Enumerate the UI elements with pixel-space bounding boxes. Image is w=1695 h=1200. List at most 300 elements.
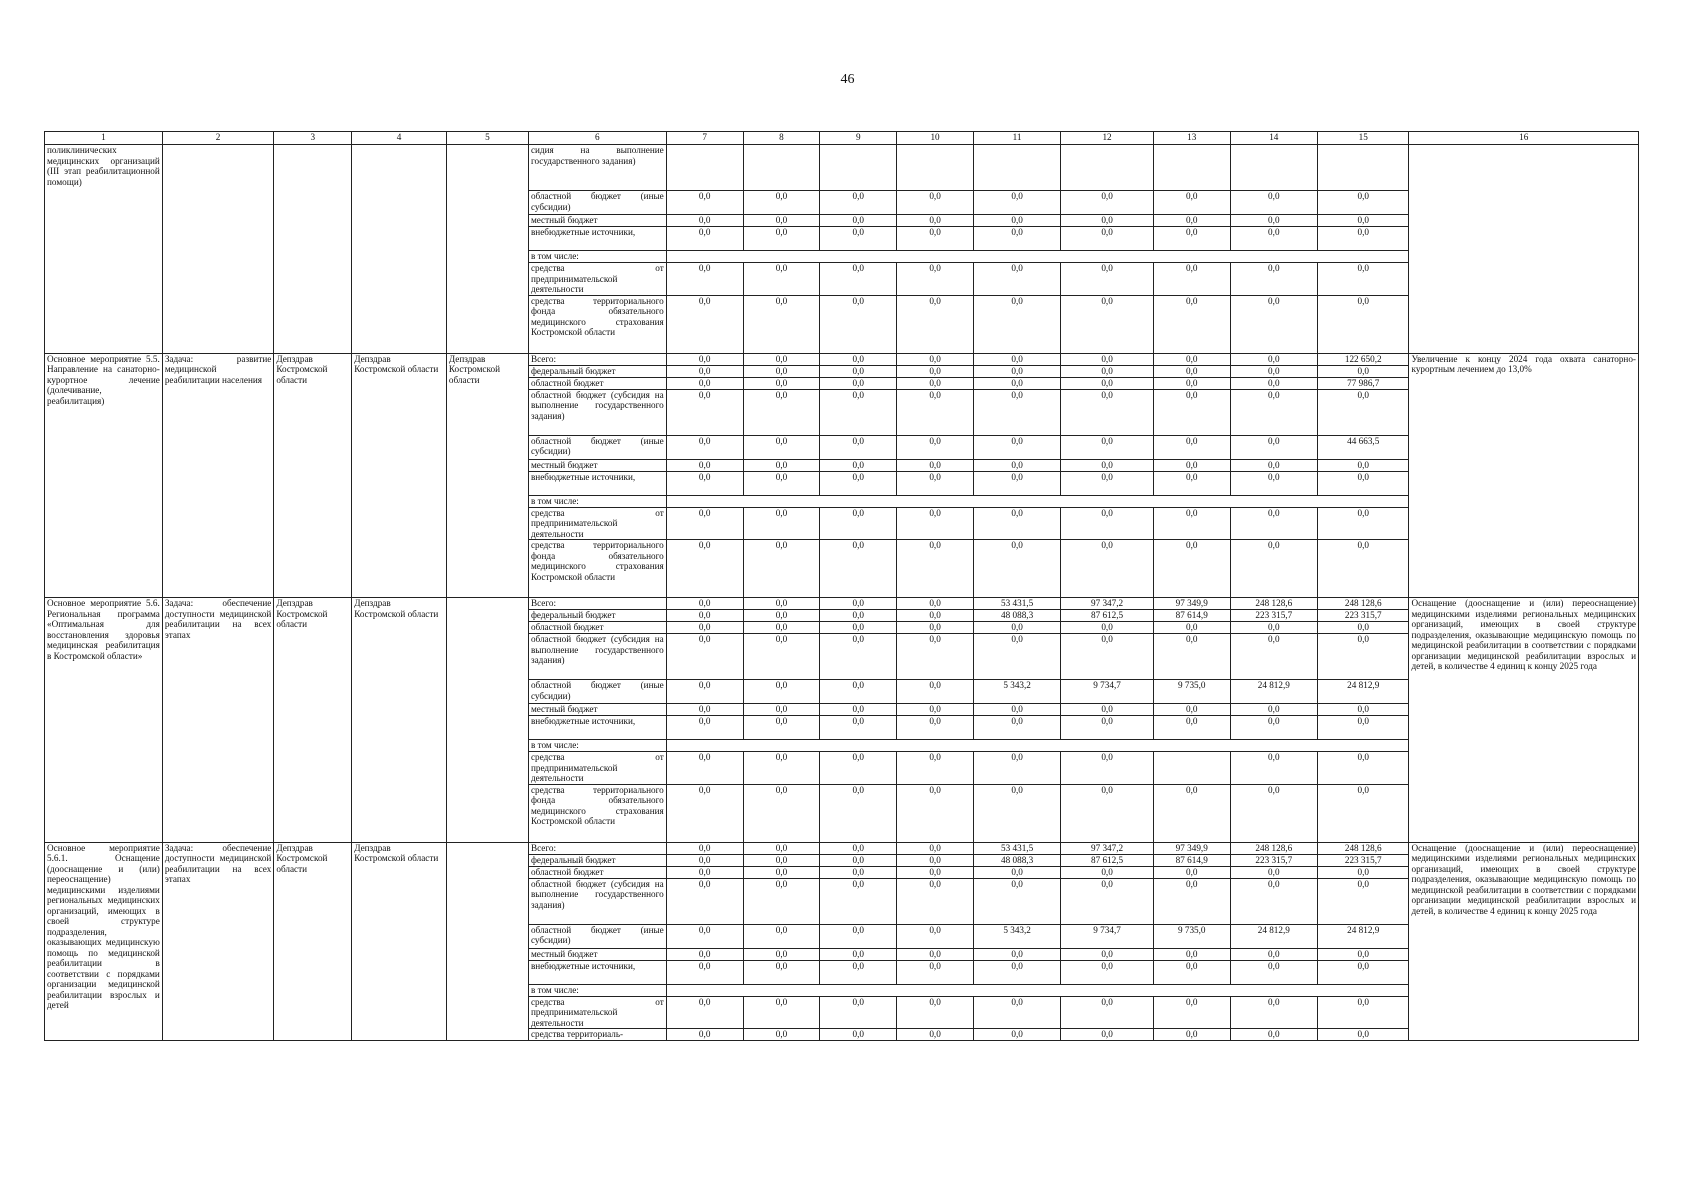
value-cell: 0,0 [1153,507,1230,540]
value-cell: 0,0 [973,878,1060,924]
value-cell: 0,0 [1230,878,1317,924]
value-cell: 0,0 [743,842,820,854]
value-cell: 0,0 [666,842,743,854]
funding-source-label: в том числе: [528,984,666,996]
value-cell: 0,0 [743,866,820,878]
value-cell: 0,0 [820,191,897,215]
value-cell: 0,0 [1317,227,1409,251]
value-cell: 0,0 [666,598,743,610]
group-col3-cell [274,145,352,354]
value-cell: 0,0 [1061,878,1154,924]
value-cell: 53 431,5 [973,842,1060,854]
value-cell: 0,0 [820,227,897,251]
group-col2-cell: Задача: обеспечение доступности медицинской реабилитации на всех этапах [162,842,274,1041]
value-cell: 77 986,7 [1317,377,1409,389]
funding-source-label: Всего: [528,353,666,365]
value-cell: 0,0 [666,996,743,1029]
value-cell: 0,0 [1061,784,1154,842]
value-cell [666,145,743,191]
value-cell: 0,0 [1061,634,1154,680]
value-cell: 0,0 [1061,389,1154,435]
value-cell: 0,0 [666,435,743,459]
value-cell: 0,0 [1061,1029,1154,1041]
value-cell: 0,0 [1153,389,1230,435]
value-cell: 0,0 [820,878,897,924]
value-cell: 0,0 [1153,353,1230,365]
value-cell: 24 812,9 [1317,924,1409,948]
value-cell: 0,0 [973,866,1060,878]
value-cell: 0,0 [973,948,1060,960]
value-cell: 0,0 [973,507,1060,540]
empty-values-cell [666,740,1409,752]
value-cell: 0,0 [897,866,974,878]
expected-result-cell: Оснащение (дооснащение и (или) переоснащение) медицинскими изделиями региональных медицинских организаций, имеющих в своей структуре подразделения, оказывающие медицинскую помощь по медицинской реабилитации в соответствии с порядками организации медицинской реабилитации взрослых и детей, в количестве 4 единиц к концу 2025 года [1409,598,1639,843]
value-cell: 0,0 [1230,295,1317,353]
value-cell [743,145,820,191]
value-cell: 0,0 [973,435,1060,459]
column-number-5: 5 [446,132,528,145]
budget-table-wrapper [44,131,1639,1041]
value-cell: 0,0 [743,365,820,377]
column-number-8: 8 [743,132,820,145]
value-cell: 0,0 [1317,716,1409,740]
value-cell: 0,0 [897,377,974,389]
value-cell: 0,0 [1153,459,1230,471]
value-cell: 0,0 [973,227,1060,251]
value-cell: 0,0 [1230,960,1317,984]
value-cell: 0,0 [820,610,897,622]
value-cell: 0,0 [743,598,820,610]
value-cell: 0,0 [666,752,743,785]
value-cell: 0,0 [973,263,1060,296]
funding-source-label: областной бюджет (субсидия на выполнение государственного задания) [528,634,666,680]
value-cell: 0,0 [897,996,974,1029]
value-cell: 0,0 [897,634,974,680]
value-cell: 0,0 [1317,948,1409,960]
value-cell: 0,0 [1230,215,1317,227]
value-cell: 223 315,7 [1317,610,1409,622]
funding-source-label: внебюджетные источники, [528,716,666,740]
value-cell: 0,0 [1317,263,1409,296]
funding-source-label: областной бюджет (иные субсидии) [528,680,666,704]
funding-source-label: в том числе: [528,740,666,752]
group-col4-cell: Депздрав Костромской области [352,598,447,843]
value-cell: 0,0 [743,1029,820,1041]
value-cell: 0,0 [666,854,743,866]
empty-values-cell [666,495,1409,507]
value-cell: 248 128,6 [1230,842,1317,854]
value-cell [1153,752,1230,785]
funding-source-label: областной бюджет (иные субсидии) [528,191,666,215]
value-cell: 0,0 [1061,960,1154,984]
value-cell: 0,0 [743,507,820,540]
value-cell: 0,0 [1153,622,1230,634]
value-cell: 0,0 [1061,704,1154,716]
value-cell: 223 315,7 [1230,610,1317,622]
value-cell: 0,0 [666,960,743,984]
group-col4-cell [352,145,447,354]
value-cell: 0,0 [973,716,1060,740]
value-cell: 0,0 [820,960,897,984]
value-cell: 0,0 [820,377,897,389]
value-cell: 0,0 [666,1029,743,1041]
value-cell: 0,0 [1061,227,1154,251]
value-cell: 0,0 [666,866,743,878]
group-col1-cell: Основное мероприятие 5.6. Региональная программа «Оптимальная для восстановления здоровья медицинская реабилитация в Костромской области» [45,598,163,843]
value-cell: 0,0 [1317,191,1409,215]
value-cell: 0,0 [820,1029,897,1041]
value-cell: 9 735,0 [1153,924,1230,948]
value-cell: 0,0 [1317,704,1409,716]
funding-source-label: федеральный бюджет [528,610,666,622]
funding-source-label: внебюджетные источники, [528,960,666,984]
value-cell: 0,0 [897,598,974,610]
column-number-14: 14 [1230,132,1317,145]
group-col4-cell: Депздрав Костромской области [352,842,447,1041]
value-cell: 0,0 [973,540,1060,598]
value-cell: 0,0 [1061,948,1154,960]
funding-source-label: средства территориального фонда обязательного медицинского страхования Костромской области [528,784,666,842]
value-cell: 0,0 [1317,622,1409,634]
value-cell: 97 347,2 [1061,842,1154,854]
value-cell: 0,0 [897,295,974,353]
funding-source-label: областной бюджет (субсидия на выполнение государственного задания) [528,878,666,924]
value-cell: 0,0 [1153,948,1230,960]
value-cell: 0,0 [897,365,974,377]
column-number-1: 1 [45,132,163,145]
value-cell: 0,0 [897,704,974,716]
value-cell: 0,0 [743,752,820,785]
value-cell: 0,0 [820,924,897,948]
value-cell: 0,0 [1317,634,1409,680]
value-cell: 0,0 [897,459,974,471]
value-cell: 0,0 [973,471,1060,495]
value-cell: 5 343,2 [973,924,1060,948]
value-cell: 0,0 [820,389,897,435]
group-col2-cell [162,145,274,354]
value-cell: 0,0 [820,295,897,353]
value-cell: 0,0 [743,924,820,948]
value-cell: 0,0 [1317,471,1409,495]
value-cell: 0,0 [1061,866,1154,878]
value-cell: 0,0 [1153,377,1230,389]
value-cell: 0,0 [1061,752,1154,785]
value-cell: 87 614,9 [1153,854,1230,866]
column-number-9: 9 [820,132,897,145]
expected-result-cell [1409,145,1639,354]
value-cell: 0,0 [666,540,743,598]
expected-result-cell: Оснащение (дооснащение и (или) переоснащение) медицинскими изделиями региональных медицинских организаций, имеющих в своей структуре подразделения, оказывающие медицинскую помощь по медицинской реабилитации в соответствии с порядками организации медицинской реабилитации взрослых и детей, в количестве 4 единиц к концу 2025 года [1409,842,1639,1041]
column-number-7: 7 [666,132,743,145]
value-cell: 0,0 [973,960,1060,984]
group-col1-cell: Основное мероприятие 5.6.1. Оснащение (дооснащение и (или) переоснащение) медицинскими изделиями региональных медицинских организаций, имеющих в своей структуре подразделения, оказывающих медицинскую помощь по медицинской реабилитации в соответствии с порядками организации медицинской реабилитации взрослых и детей [45,842,163,1041]
value-cell: 0,0 [743,784,820,842]
value-cell: 0,0 [1317,540,1409,598]
value-cell: 0,0 [743,960,820,984]
value-cell: 0,0 [1061,540,1154,598]
value-cell: 0,0 [897,948,974,960]
value-cell: 0,0 [1230,471,1317,495]
value-cell: 0,0 [1317,866,1409,878]
value-cell: 0,0 [1061,377,1154,389]
value-cell: 0,0 [820,263,897,296]
value-cell: 0,0 [743,704,820,716]
value-cell: 0,0 [743,622,820,634]
value-cell: 0,0 [743,540,820,598]
column-number-4: 4 [352,132,447,145]
value-cell: 0,0 [1230,704,1317,716]
value-cell: 0,0 [1061,191,1154,215]
value-cell: 0,0 [1153,996,1230,1029]
value-cell: 0,0 [820,866,897,878]
value-cell: 0,0 [743,680,820,704]
value-cell: 97 347,2 [1061,598,1154,610]
value-cell: 0,0 [820,459,897,471]
funding-source-label: областной бюджет [528,622,666,634]
funding-source-label: федеральный бюджет [528,854,666,866]
value-cell: 87 614,9 [1153,610,1230,622]
funding-source-label: в том числе: [528,251,666,263]
value-cell: 0,0 [743,634,820,680]
budget-table [44,131,1639,1041]
funding-source-label: внебюджетные источники, [528,471,666,495]
value-cell: 0,0 [897,784,974,842]
value-cell: 0,0 [743,295,820,353]
value-cell: 0,0 [897,622,974,634]
value-cell: 0,0 [1061,215,1154,227]
table-row [45,145,1639,191]
funding-source-label: областной бюджет [528,377,666,389]
value-cell: 0,0 [1153,704,1230,716]
value-cell: 0,0 [973,996,1060,1029]
column-number-2: 2 [162,132,274,145]
value-cell: 0,0 [1230,389,1317,435]
value-cell: 87 612,5 [1061,854,1154,866]
funding-source-label: средства от предпринимательской деятельности [528,752,666,785]
funding-source-label: внебюджетные источники, [528,227,666,251]
value-cell: 0,0 [1061,365,1154,377]
value-cell: 0,0 [897,540,974,598]
value-cell [1061,145,1154,191]
column-number-6: 6 [528,132,666,145]
value-cell: 0,0 [1061,353,1154,365]
funding-source-label: Всего: [528,598,666,610]
group-col2-cell: Задача: обеспечение доступности медицинской реабилитации на всех этапах [162,598,274,843]
value-cell: 0,0 [1153,191,1230,215]
value-cell: 0,0 [743,191,820,215]
value-cell: 0,0 [897,507,974,540]
value-cell: 0,0 [666,716,743,740]
value-cell: 0,0 [666,924,743,948]
value-cell: 0,0 [1153,1029,1230,1041]
value-cell: 0,0 [1317,1029,1409,1041]
value-cell: 0,0 [973,295,1060,353]
value-cell: 0,0 [820,842,897,854]
value-cell: 0,0 [897,191,974,215]
value-cell: 0,0 [743,389,820,435]
value-cell: 0,0 [666,784,743,842]
value-cell: 48 088,3 [973,610,1060,622]
value-cell: 0,0 [743,878,820,924]
value-cell: 248 128,6 [1317,842,1409,854]
group-col5-cell [446,842,528,1041]
group-col4-cell: Депздрав Костромской области [352,353,447,598]
value-cell: 0,0 [666,389,743,435]
group-col3-cell: Депздрав Костромской области [274,598,352,843]
value-cell: 0,0 [1230,540,1317,598]
table-row [45,353,1639,365]
value-cell: 0,0 [820,996,897,1029]
value-cell: 0,0 [973,752,1060,785]
value-cell: 0,0 [973,389,1060,435]
funding-source-label: средства территориального фонда обязательного медицинского страхования Костромской области [528,295,666,353]
column-number-13: 13 [1153,132,1230,145]
value-cell: 0,0 [1061,459,1154,471]
value-cell: 0,0 [897,435,974,459]
value-cell: 0,0 [1061,263,1154,296]
group-col5-cell [446,598,528,843]
group-col2-cell: Задача: развитие медицинской реабилитации населения [162,353,274,598]
value-cell: 0,0 [1230,459,1317,471]
value-cell: 0,0 [1153,540,1230,598]
value-cell: 0,0 [1230,227,1317,251]
value-cell: 0,0 [743,716,820,740]
value-cell: 0,0 [743,996,820,1029]
funding-source-label: областной бюджет [528,866,666,878]
value-cell [1153,145,1230,191]
value-cell: 0,0 [1153,295,1230,353]
value-cell: 0,0 [743,610,820,622]
value-cell: 0,0 [743,435,820,459]
value-cell: 9 734,7 [1061,924,1154,948]
value-cell: 0,0 [666,377,743,389]
value-cell: 248 128,6 [1317,598,1409,610]
value-cell: 0,0 [1230,191,1317,215]
value-cell: 0,0 [1061,622,1154,634]
value-cell: 0,0 [666,215,743,227]
table-row [45,842,1639,854]
value-cell: 0,0 [1153,263,1230,296]
value-cell: 0,0 [666,471,743,495]
value-cell: 0,0 [897,680,974,704]
funding-source-label: местный бюджет [528,215,666,227]
value-cell: 0,0 [743,948,820,960]
value-cell: 0,0 [666,948,743,960]
value-cell: 223 315,7 [1230,854,1317,866]
value-cell: 0,0 [820,716,897,740]
value-cell: 0,0 [743,471,820,495]
funding-source-label: сидия на выполнение государственного задания) [528,145,666,191]
value-cell: 0,0 [897,471,974,495]
value-cell: 0,0 [973,377,1060,389]
value-cell: 0,0 [743,459,820,471]
value-cell: 0,0 [820,634,897,680]
value-cell: 0,0 [897,960,974,984]
value-cell: 0,0 [820,471,897,495]
value-cell: 0,0 [973,353,1060,365]
value-cell: 0,0 [666,610,743,622]
value-cell: 0,0 [1230,365,1317,377]
value-cell: 0,0 [666,507,743,540]
value-cell: 0,0 [743,377,820,389]
value-cell: 44 663,5 [1317,435,1409,459]
value-cell: 0,0 [1317,459,1409,471]
value-cell: 0,0 [820,948,897,960]
value-cell: 0,0 [1317,960,1409,984]
value-cell: 53 431,5 [973,598,1060,610]
value-cell: 0,0 [743,353,820,365]
funding-source-label: федеральный бюджет [528,365,666,377]
expected-result-cell: Увеличение к концу 2024 года охвата санаторно-курортным лечением до 13,0% [1409,353,1639,598]
value-cell: 0,0 [897,263,974,296]
value-cell: 0,0 [1061,435,1154,459]
value-cell: 0,0 [897,1029,974,1041]
value-cell: 24 812,9 [1230,680,1317,704]
value-cell: 0,0 [666,704,743,716]
funding-source-label: средства от предпринимательской деятельности [528,507,666,540]
value-cell: 0,0 [820,365,897,377]
value-cell: 0,0 [1230,752,1317,785]
column-number-15: 15 [1317,132,1409,145]
group-col5-cell: Депздрав Костромской области [446,353,528,598]
value-cell [973,145,1060,191]
value-cell: 0,0 [973,191,1060,215]
value-cell: 0,0 [666,622,743,634]
value-cell: 0,0 [820,622,897,634]
value-cell: 0,0 [973,704,1060,716]
group-col3-cell: Депздрав Костромской области [274,842,352,1041]
value-cell: 0,0 [1317,784,1409,842]
value-cell: 0,0 [1230,948,1317,960]
value-cell: 0,0 [820,598,897,610]
group-col1-cell: поликлинических медицинских организаций (III этап реабилитационной помощи) [45,145,163,354]
value-cell: 0,0 [973,634,1060,680]
value-cell: 122 650,2 [1317,353,1409,365]
value-cell: 0,0 [1230,1029,1317,1041]
value-cell: 0,0 [897,610,974,622]
value-cell: 0,0 [1153,878,1230,924]
value-cell: 9 734,7 [1061,680,1154,704]
value-cell: 0,0 [1153,634,1230,680]
value-cell: 223 315,7 [1317,854,1409,866]
empty-values-cell [666,251,1409,263]
value-cell: 0,0 [820,752,897,785]
value-cell: 0,0 [1230,996,1317,1029]
table-row [45,598,1639,610]
value-cell: 0,0 [820,507,897,540]
value-cell: 0,0 [1153,365,1230,377]
column-number-16: 16 [1409,132,1639,145]
funding-source-label: областной бюджет (иные субсидии) [528,435,666,459]
value-cell: 0,0 [973,622,1060,634]
value-cell: 97 349,9 [1153,842,1230,854]
value-cell: 0,0 [1153,227,1230,251]
value-cell: 0,0 [1230,507,1317,540]
funding-source-label: местный бюджет [528,704,666,716]
value-cell: 0,0 [897,854,974,866]
value-cell: 0,0 [973,215,1060,227]
group-col5-cell [446,145,528,354]
funding-source-label: местный бюджет [528,948,666,960]
value-cell: 0,0 [1230,263,1317,296]
value-cell: 0,0 [666,459,743,471]
value-cell: 0,0 [820,680,897,704]
column-number-row [45,132,1639,145]
value-cell: 0,0 [820,704,897,716]
funding-source-label: областной бюджет (субсидия на выполнение государственного задания) [528,389,666,435]
value-cell: 0,0 [1153,960,1230,984]
value-cell: 0,0 [1317,365,1409,377]
